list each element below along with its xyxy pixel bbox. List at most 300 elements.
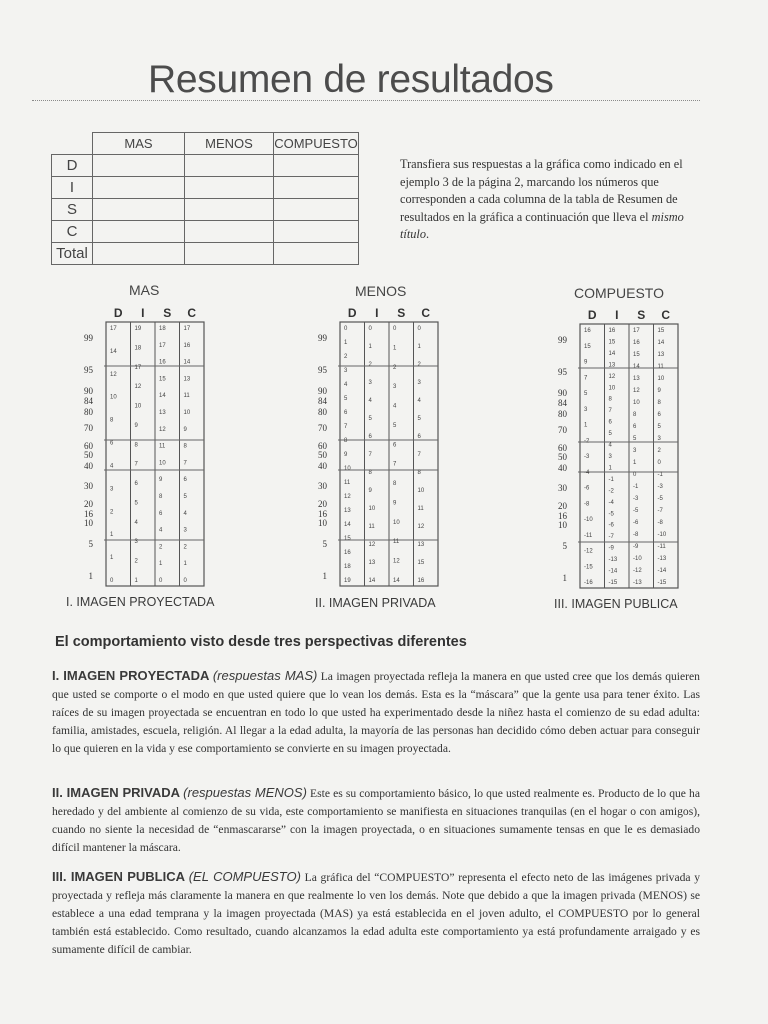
title-divider bbox=[32, 100, 700, 101]
scale-value: -8 bbox=[657, 520, 663, 526]
scale-value: 3 bbox=[608, 454, 612, 460]
disc-letter-c: C bbox=[421, 306, 431, 320]
scale-value: 7 bbox=[368, 452, 372, 458]
scale-value: 1 bbox=[110, 555, 114, 562]
percentile-label: 95 bbox=[558, 367, 567, 377]
percentile-label: 80 bbox=[84, 407, 93, 417]
scale-value: -10 bbox=[584, 517, 593, 523]
percentile-label: 70 bbox=[84, 423, 93, 433]
scale-value: 13 bbox=[633, 376, 640, 382]
scale-value: 3 bbox=[110, 486, 114, 493]
scale-value: -1 bbox=[608, 476, 614, 483]
scale-value: 3 bbox=[368, 380, 372, 386]
scale-value: 0 bbox=[159, 578, 163, 584]
scale-value: 3 bbox=[584, 406, 588, 413]
percentile-label: 99 bbox=[84, 333, 93, 343]
percentile-label: 30 bbox=[558, 483, 567, 493]
scale-value: 16 bbox=[633, 340, 640, 346]
percentile-label: 16 bbox=[318, 509, 327, 519]
scale-value: 7 bbox=[344, 424, 348, 430]
percentile-label: 90 bbox=[318, 386, 327, 396]
scale-value: 6 bbox=[633, 424, 637, 430]
scale-value: 8 bbox=[368, 470, 372, 476]
disc-letter-c: C bbox=[661, 308, 671, 322]
scale-value: 13 bbox=[608, 362, 616, 369]
row-label-d: D bbox=[52, 155, 93, 177]
disc-letter-d: D bbox=[347, 306, 357, 320]
scale-value: 8 bbox=[608, 396, 612, 403]
instructions-emphasis: mismo título bbox=[400, 209, 684, 241]
scale-value: 10 bbox=[134, 403, 142, 410]
scale-value: 5 bbox=[633, 436, 637, 442]
scale-value: 13 bbox=[368, 560, 376, 566]
cell-i-mas[interactable] bbox=[93, 177, 185, 199]
scale-value: -3 bbox=[633, 496, 639, 502]
scale-value: 3 bbox=[657, 436, 661, 442]
scale-value: 11 bbox=[657, 364, 664, 370]
scale-value: 14 bbox=[393, 578, 400, 584]
chart-title-compuesto: COMPUESTO bbox=[574, 285, 664, 301]
scale-value: 12 bbox=[368, 542, 376, 548]
body-imagen-privada: Este es su comportamiento básico, lo que usted realmente es. Producto de lo que ha heredado y del ambiente al comienzo de su vida, este comportamiento se manifiesta en situaciones tranquilas (en el hogar o con amigos), cuando no siente la necesidad de “enmascararse” con la imagen proyectada, o en situaciones sumamente tensas en que le es demasiado difícil mantener la máscara. bbox=[52, 787, 700, 854]
heading-imagen-proyectada: I. IMAGEN PROYECTADA bbox=[52, 668, 210, 683]
scale-value: 16 bbox=[584, 328, 591, 334]
instructions-main: Transfiera sus respuestas a la gráfica como indicado en el ejemplo 3 de la página 2, marcando los números que corresponden a cada columna de la tabla de Resumen de resultados en la gráfica a continuación que lleva el bbox=[400, 157, 683, 224]
scale-value: 16 bbox=[159, 359, 166, 366]
heading-imagen-privada: II. IMAGEN PRIVADA bbox=[52, 785, 181, 800]
scale-value: 6 bbox=[134, 481, 138, 488]
percentile-label: 90 bbox=[558, 388, 567, 398]
scale-value: 6 bbox=[657, 412, 661, 418]
column-header-mas: MAS bbox=[93, 133, 185, 155]
scale-value: 12 bbox=[417, 524, 425, 530]
scale-value: 9 bbox=[368, 488, 372, 494]
disc-letter-i: I bbox=[615, 308, 619, 322]
scale-value: 11 bbox=[417, 506, 424, 512]
paragraph-imagen-privada bbox=[52, 784, 700, 857]
scale-value: 3 bbox=[344, 368, 348, 374]
scale-value: -14 bbox=[657, 568, 667, 574]
scale-value: -9 bbox=[608, 545, 614, 552]
graph-mas bbox=[70, 304, 210, 589]
scale-value: 8 bbox=[344, 438, 348, 444]
subheading-respuestas-mas: (respuestas MAS) bbox=[212, 668, 318, 683]
scale-value: 10 bbox=[657, 376, 665, 382]
scale-value: 2 bbox=[393, 364, 397, 371]
scale-value: 16 bbox=[344, 550, 351, 556]
percentile-label: 99 bbox=[318, 333, 327, 343]
scale-value: 4 bbox=[393, 403, 397, 410]
scale-value: 6 bbox=[183, 477, 187, 484]
scale-value: 7 bbox=[608, 408, 612, 415]
scale-value: 17 bbox=[633, 328, 640, 334]
scale-value: 12 bbox=[633, 388, 640, 394]
scale-value: 5 bbox=[417, 416, 421, 422]
scale-value: 15 bbox=[159, 376, 166, 383]
disc-letter-c: C bbox=[187, 306, 197, 320]
scale-value: 12 bbox=[134, 384, 142, 391]
scale-value: 17 bbox=[183, 326, 191, 332]
percentile-label: 95 bbox=[84, 365, 93, 375]
scale-value: 13 bbox=[417, 542, 425, 548]
percentile-label: 99 bbox=[558, 335, 567, 345]
scale-value: -15 bbox=[584, 564, 593, 571]
scale-value: -10 bbox=[657, 532, 667, 538]
scale-value: 16 bbox=[183, 342, 191, 349]
row-label-s: S bbox=[52, 199, 93, 221]
cell-s-mas[interactable] bbox=[93, 199, 185, 221]
scale-value: 8 bbox=[633, 412, 637, 418]
heading-imagen-publica: III. IMAGEN PUBLICA bbox=[52, 869, 185, 884]
cell-d-compuesto[interactable] bbox=[274, 155, 359, 177]
percentile-label: 80 bbox=[558, 409, 567, 419]
scale-value: 1 bbox=[633, 460, 637, 466]
scale-value: 9 bbox=[344, 452, 348, 458]
paragraph-imagen-proyectada bbox=[52, 667, 700, 758]
percentile-label: 1 bbox=[322, 571, 327, 581]
scale-value: 5 bbox=[134, 500, 138, 507]
scale-value: 10 bbox=[368, 506, 376, 512]
scale-value: -8 bbox=[584, 501, 590, 508]
scale-value: 17 bbox=[110, 326, 117, 332]
scale-value: 0 bbox=[633, 472, 637, 478]
percentile-label: 84 bbox=[318, 396, 327, 406]
scale-value: 0 bbox=[417, 326, 421, 332]
scale-value: 15 bbox=[417, 560, 425, 566]
scale-value: -5 bbox=[633, 508, 639, 514]
scale-value: 15 bbox=[584, 343, 591, 350]
scale-value: -1 bbox=[633, 484, 639, 490]
scale-value: -6 bbox=[633, 520, 639, 526]
body-imagen-proyectada: La imagen proyectada refleja la manera en que usted cree que los demás quieren que usted se comporte o el modo en que usted quiere que lo vean los demás. Esta es la “máscara” que la gente usa para tener éxito. Las raíces de su imagen proyectada se encuentran en todo lo que usted ha experimentado desde la niñez hasta el comienzo de su edad adulta: familia, amistades, escuela, religión. Al llegar a la edad adulta, la mayoría de las personas han decidido cómo deben actuar para conseguir lo que quieren en la vida y ese comportamiento se convierte en su imagen proyectada. bbox=[52, 670, 700, 755]
scale-value: 1 bbox=[344, 340, 348, 346]
scale-value: 2 bbox=[344, 354, 348, 360]
scale-value: 15 bbox=[633, 352, 640, 358]
percentile-label: 10 bbox=[84, 518, 93, 528]
scale-value: 1 bbox=[183, 561, 187, 568]
disc-letter-s: S bbox=[637, 308, 646, 322]
scale-value: 18 bbox=[159, 326, 166, 332]
scale-value: 14 bbox=[183, 359, 191, 366]
scale-value: 2 bbox=[159, 544, 163, 551]
disc-letter-i: I bbox=[141, 306, 145, 320]
instructions-end: . bbox=[425, 227, 430, 241]
percentile-label: 5 bbox=[88, 539, 93, 549]
percentile-label: 20 bbox=[318, 499, 327, 509]
percentile-label: 30 bbox=[84, 481, 93, 491]
scale-value: 12 bbox=[393, 558, 400, 565]
scale-value: 18 bbox=[134, 345, 142, 352]
percentile-label: 70 bbox=[318, 423, 327, 433]
scale-value: 18 bbox=[344, 564, 351, 570]
scale-value: 9 bbox=[393, 500, 397, 507]
scale-value: -15 bbox=[657, 580, 667, 586]
scale-value: -7 bbox=[608, 534, 614, 541]
scale-value: 9 bbox=[183, 426, 187, 433]
scale-value: 3 bbox=[417, 380, 421, 386]
scale-value: 10 bbox=[110, 394, 117, 401]
scale-value: 2 bbox=[183, 544, 187, 551]
scale-value: 14 bbox=[368, 578, 376, 584]
scale-value: 5 bbox=[183, 494, 187, 500]
percentile-label: 5 bbox=[322, 539, 327, 549]
scale-value: 10 bbox=[417, 488, 425, 494]
scale-value: 17 bbox=[134, 364, 142, 371]
scale-value: -5 bbox=[657, 496, 663, 502]
percentile-label: 40 bbox=[84, 461, 93, 471]
percentile-label: 70 bbox=[558, 425, 567, 435]
scale-value: 11 bbox=[368, 524, 375, 530]
subheading-respuestas-menos: (respuestas MENOS) bbox=[183, 785, 307, 800]
scale-value: -13 bbox=[608, 557, 618, 564]
percentile-label: 10 bbox=[318, 518, 327, 528]
subheading-el-compuesto: (EL COMPUESTO) bbox=[188, 869, 301, 884]
scale-value: 19 bbox=[344, 578, 351, 584]
disc-letter-i: I bbox=[375, 306, 379, 320]
scale-value: 14 bbox=[110, 348, 117, 355]
scale-value: -3 bbox=[657, 484, 663, 490]
scale-value: 1 bbox=[110, 532, 114, 539]
scale-value: 2 bbox=[368, 362, 372, 368]
percentile-label: 10 bbox=[558, 520, 567, 530]
scale-value: 4 bbox=[344, 382, 348, 388]
scale-value: -2 bbox=[584, 438, 590, 445]
cell-s-compuesto[interactable] bbox=[274, 199, 359, 221]
scale-value: 1 bbox=[393, 345, 397, 352]
scale-value: 0 bbox=[368, 326, 372, 332]
scale-value: -11 bbox=[584, 532, 593, 539]
scale-value: 15 bbox=[657, 328, 665, 334]
scale-value: 14 bbox=[657, 340, 665, 346]
scale-value: 6 bbox=[393, 442, 397, 449]
scale-value: 7 bbox=[134, 461, 138, 468]
percentile-label: 16 bbox=[558, 511, 567, 521]
scale-value: 8 bbox=[159, 494, 163, 500]
scale-value: -8 bbox=[633, 532, 639, 538]
scale-value: 9 bbox=[134, 422, 138, 429]
scale-value: 16 bbox=[417, 578, 425, 584]
scale-value: -3 bbox=[584, 454, 590, 460]
scale-value: 15 bbox=[608, 339, 616, 346]
cell-i-compuesto[interactable] bbox=[274, 177, 359, 199]
scale-value: 5 bbox=[344, 396, 348, 402]
scale-value: 4 bbox=[608, 442, 612, 449]
scale-value: -13 bbox=[657, 556, 667, 562]
scale-value: 9 bbox=[584, 359, 588, 366]
scale-value: 10 bbox=[393, 519, 400, 526]
scale-value: 6 bbox=[417, 434, 421, 440]
scale-value: 9 bbox=[657, 388, 661, 394]
scale-value: 14 bbox=[159, 393, 166, 400]
scale-value: 6 bbox=[159, 510, 163, 517]
percentile-label: 40 bbox=[318, 461, 327, 471]
graph-compuesto bbox=[544, 306, 684, 591]
scale-value: 0 bbox=[393, 326, 397, 332]
scale-value: 3 bbox=[393, 384, 397, 391]
disc-letter-d: D bbox=[113, 306, 123, 320]
scale-value: 6 bbox=[608, 419, 612, 426]
percentile-label: 84 bbox=[84, 396, 93, 406]
caption-imagen-proyectada: I. IMAGEN PROYECTADA bbox=[66, 595, 215, 609]
scale-value: 12 bbox=[159, 426, 166, 433]
scale-value: 1 bbox=[159, 561, 163, 568]
scale-value: 8 bbox=[110, 417, 114, 424]
scale-value: 5 bbox=[368, 416, 372, 422]
scale-value: -4 bbox=[584, 469, 590, 476]
scale-value: 14 bbox=[344, 522, 351, 528]
scale-value: 9 bbox=[159, 477, 163, 484]
scale-value: 13 bbox=[344, 508, 351, 514]
scale-value: 0 bbox=[344, 326, 348, 332]
cell-d-menos[interactable] bbox=[185, 155, 274, 177]
scale-value: 7 bbox=[417, 452, 421, 458]
cell-total-compuesto[interactable] bbox=[274, 243, 359, 265]
column-header-menos: MENOS bbox=[185, 133, 274, 155]
percentile-label: 20 bbox=[558, 501, 567, 511]
disc-letter-s: S bbox=[163, 306, 172, 320]
scale-value: 1 bbox=[608, 465, 612, 472]
scale-value: -6 bbox=[584, 485, 590, 492]
scale-value: 4 bbox=[159, 527, 163, 534]
scale-value: -10 bbox=[633, 556, 642, 562]
scale-value: 5 bbox=[608, 431, 612, 438]
scale-value: -11 bbox=[657, 544, 666, 550]
scale-value: -1 bbox=[657, 472, 663, 478]
table-row-s bbox=[52, 199, 359, 221]
scale-value: 4 bbox=[368, 398, 372, 404]
percentile-label: 16 bbox=[84, 509, 93, 519]
caption-imagen-publica: III. IMAGEN PUBLICA bbox=[554, 597, 678, 611]
cell-c-mas[interactable] bbox=[93, 221, 185, 243]
scale-value: 2 bbox=[657, 448, 661, 454]
scale-value: 6 bbox=[110, 440, 114, 447]
scale-value: 16 bbox=[608, 328, 616, 334]
scale-value: 12 bbox=[110, 371, 117, 378]
percentile-label: 1 bbox=[562, 573, 567, 583]
scale-value: 8 bbox=[183, 443, 187, 450]
table-header-row bbox=[52, 133, 359, 155]
row-label-c: C bbox=[52, 221, 93, 243]
scale-value: 5 bbox=[657, 424, 661, 430]
graph-menos bbox=[304, 304, 444, 589]
scale-value: 4 bbox=[134, 519, 138, 526]
scale-value: 2 bbox=[134, 558, 138, 565]
scale-value: 14 bbox=[608, 350, 616, 357]
scale-value: 1 bbox=[584, 422, 588, 429]
scale-value: 10 bbox=[183, 410, 191, 416]
percentile-label: 20 bbox=[84, 499, 93, 509]
scale-value: 7 bbox=[183, 460, 187, 467]
percentile-label: 5 bbox=[562, 541, 567, 551]
scale-value: 8 bbox=[657, 400, 661, 406]
percentile-label: 60 bbox=[558, 443, 567, 453]
scale-value: 5 bbox=[584, 391, 588, 397]
scale-value: 7 bbox=[584, 375, 588, 382]
percentile-label: 60 bbox=[318, 441, 327, 451]
scale-value: 0 bbox=[110, 578, 114, 584]
row-label-total: Total bbox=[52, 243, 93, 265]
scale-value: 10 bbox=[344, 466, 351, 472]
scale-value: -9 bbox=[633, 544, 639, 550]
scale-value: 0 bbox=[657, 460, 661, 466]
scale-value: 1 bbox=[417, 344, 421, 350]
caption-imagen-privada: II. IMAGEN PRIVADA bbox=[315, 596, 436, 610]
scale-value: 13 bbox=[183, 376, 191, 383]
chart-title-menos: MENOS bbox=[355, 283, 407, 299]
scale-value: 15 bbox=[344, 536, 351, 542]
scale-value: 8 bbox=[134, 442, 138, 449]
scale-value: -2 bbox=[608, 488, 614, 495]
scale-value: 3 bbox=[633, 448, 637, 454]
disc-letter-s: S bbox=[397, 306, 406, 320]
cell-total-menos[interactable] bbox=[185, 243, 274, 265]
scale-value: 13 bbox=[657, 352, 665, 358]
percentile-label: 50 bbox=[318, 450, 327, 460]
scale-value: 6 bbox=[344, 410, 348, 416]
chart-title-mas: MAS bbox=[129, 282, 160, 298]
section-heading: El comportamiento visto desde tres perspectivas diferentes bbox=[55, 634, 467, 650]
percentile-label: 1 bbox=[88, 571, 93, 581]
table-row-total bbox=[52, 243, 359, 265]
cell-c-compuesto[interactable] bbox=[274, 221, 359, 243]
scale-value: 0 bbox=[183, 578, 187, 584]
scale-value: 3 bbox=[134, 539, 138, 546]
percentile-label: 60 bbox=[84, 441, 93, 451]
scale-value: -13 bbox=[633, 580, 642, 586]
percentile-label: 50 bbox=[84, 450, 93, 460]
percentile-label: 84 bbox=[558, 398, 567, 408]
scale-value: -7 bbox=[657, 508, 663, 514]
percentile-label: 50 bbox=[558, 452, 567, 462]
scale-value: 6 bbox=[368, 434, 372, 440]
percentile-label: 40 bbox=[558, 463, 567, 473]
scale-value: 19 bbox=[134, 326, 142, 332]
scale-value: 11 bbox=[183, 393, 190, 400]
scale-value: 2 bbox=[417, 362, 421, 368]
scale-value: 1 bbox=[368, 344, 372, 350]
percentile-label: 90 bbox=[84, 386, 93, 396]
scale-value: 17 bbox=[159, 342, 166, 349]
percentile-label: 30 bbox=[318, 481, 327, 491]
scale-value: -12 bbox=[584, 548, 593, 555]
scale-value: 11 bbox=[344, 480, 351, 486]
scale-value: 11 bbox=[159, 443, 166, 450]
scale-value: 13 bbox=[159, 410, 166, 416]
cell-total-mas[interactable] bbox=[93, 243, 185, 265]
cell-i-menos[interactable] bbox=[185, 177, 274, 199]
scale-value: 10 bbox=[159, 460, 166, 467]
disc-letter-d: D bbox=[587, 308, 597, 322]
cell-s-menos[interactable] bbox=[185, 199, 274, 221]
scale-value: -12 bbox=[633, 568, 642, 574]
cell-c-menos[interactable] bbox=[185, 221, 274, 243]
percentile-label: 95 bbox=[318, 365, 327, 375]
scale-value: 8 bbox=[393, 481, 397, 488]
table-row-d bbox=[52, 155, 359, 177]
scale-value: -6 bbox=[608, 522, 614, 529]
cell-d-mas[interactable] bbox=[93, 155, 185, 177]
page-title: Resumen de resultados bbox=[148, 58, 554, 101]
scale-value: 10 bbox=[608, 385, 616, 392]
body-imagen-publica: La gráfica del “COMPUESTO” representa el efecto neto de las imágenes privada y proyectada y refleja más claramente la manera en que realmente lo ven los demás. Note que debido a que la imagen privada (MENOS) se establece a una edad temprana y la imagen proyectada (MAS) ya está establecida en el joven adulto, el COMPUESTO por lo general también está establecido. Como resultado, cuando alcanzamos la edad adulta este comportamiento ya está profundamente arraigado y es sumamente difícil de cambiar. bbox=[52, 871, 701, 956]
scale-value: -14 bbox=[608, 568, 618, 575]
scale-value: -16 bbox=[584, 580, 593, 586]
scale-value: 4 bbox=[417, 398, 421, 404]
scale-value: 8 bbox=[417, 470, 421, 476]
scale-value: 11 bbox=[393, 539, 400, 546]
scale-value: 2 bbox=[110, 509, 114, 516]
scale-value: 7 bbox=[393, 461, 397, 468]
